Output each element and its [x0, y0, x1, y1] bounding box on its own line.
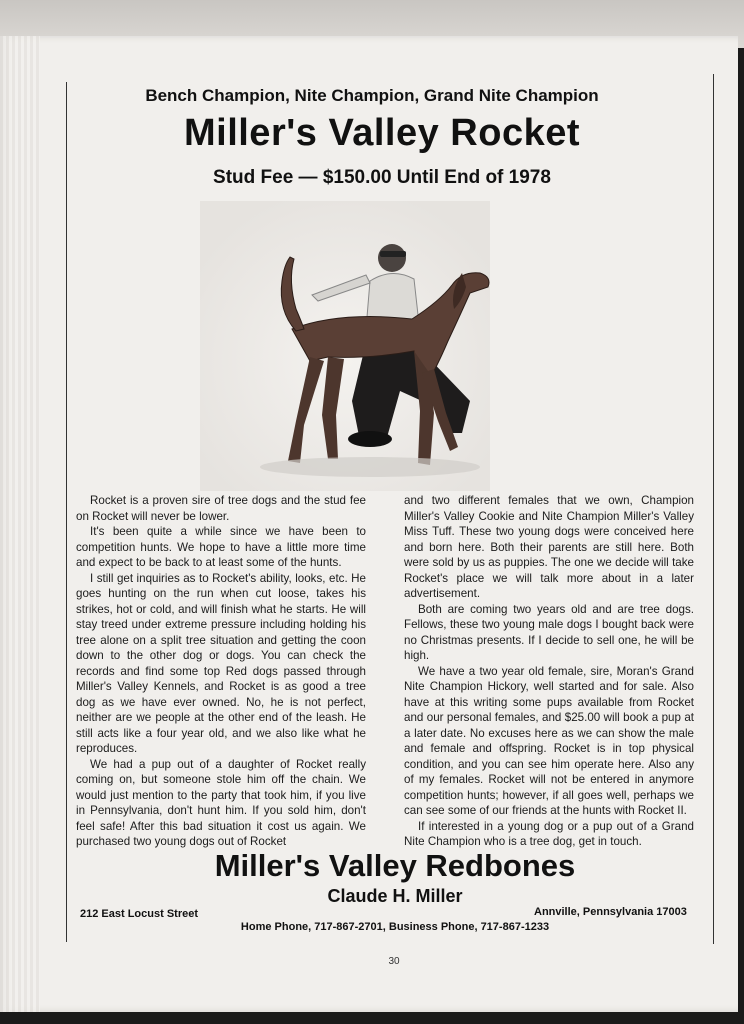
left-text-column [76, 493, 366, 850]
stud-fee: Stud Fee — $150.00 Until End of 1978 [213, 167, 551, 188]
owner-name: Claude H. Miller [327, 886, 463, 906]
paragraph: We had a pup out of a daughter of Rocket really coming on, but someone stole him off the chain. We would just mention to the party that took him, if you live in Pennsylvania, don't hunt him. If you sold him, don't feel safe! After this bad situation it cost us again. We purchased two young dogs out of Rocket [76, 757, 366, 848]
paragraph: I still get inquiries as to Rocket's ability, looks, etc. He goes hunting on the run when cut loose, takes his strikes, hot or cold, and will finish what he starts. He will stay treed under extreme pressure including holding his tree alone on a split tree situation and getting the coon down to the other dog or dogs. You can check the records and find some top Red dogs passed through Miller's Valley Kennels, and Rocket is as good a tree dog as we have ever owned. No, he is not perfect, neither are we people at the other end of the leash. He still acts like a four year old, and we also like what he reproduces. [76, 571, 366, 755]
left-border-rule [66, 82, 67, 942]
city-address: Annville, Pennsylvania 17003 [534, 906, 687, 918]
street-address: 212 East Locust Street [80, 908, 198, 920]
champion-titles: Bench Champion, Nite Champion, Grand Nite Champion [145, 86, 599, 105]
paragraph: Both are coming two years old and are tree dogs. Fellows, these two young male dogs I bought back were no Christmas presents. If I decide to sell one, he will be high. [404, 602, 694, 662]
right-text-column [404, 493, 694, 850]
magazine-page [0, 36, 738, 1012]
dog-name-headline: Miller's Valley Rocket [183, 112, 580, 154]
right-border-rule [713, 74, 714, 944]
paragraph: We have a two year old female, sire, Moran's Grand Nite Champion Hickory, well started and for sale. Also have at this writing some pups available from Rocket and our personal females, and $25.00 will book a pup at a later date. No excuses here as we can show the male and female and offspring. Rocket is in top physical condition, and you can see him operate here. Also any of my females. Rocket will not be entered in anymore competition hunts; however, if all goes well, perhaps we can see some of our friends at the hunts with Rocket II. [404, 664, 694, 817]
paragraph: If interested in a young dog or a pup out of a Grand Nite Champion who is a tree dog, get in touch. [404, 819, 694, 848]
paragraph: Rocket is a proven sire of tree dogs and the stud fee on Rocket will never be lower. [76, 494, 366, 523]
phone-numbers: Home Phone, 717-867-2701, Business Phone, 717-867-1233 [240, 921, 550, 933]
kennel-name: Miller's Valley Redbones [214, 848, 576, 883]
paragraph: It's been quite a while since we have been to competition hunts. We hope to have a little more time and expect to be back to at least some of the hunts. [76, 525, 366, 569]
paragraph: and two different females that we own, Champion Miller's Valley Cookie and Nite Champion Miller's Valley Miss Tuff. These two young dogs were conceived here and born here. Both their parents are still here. Both were sold by us as puppies. The one we decide will take Rocket's place we will talk more about in a later advertisement. [404, 494, 694, 600]
page-number: 30 [388, 956, 400, 967]
dog-with-handler-photo [200, 201, 490, 491]
